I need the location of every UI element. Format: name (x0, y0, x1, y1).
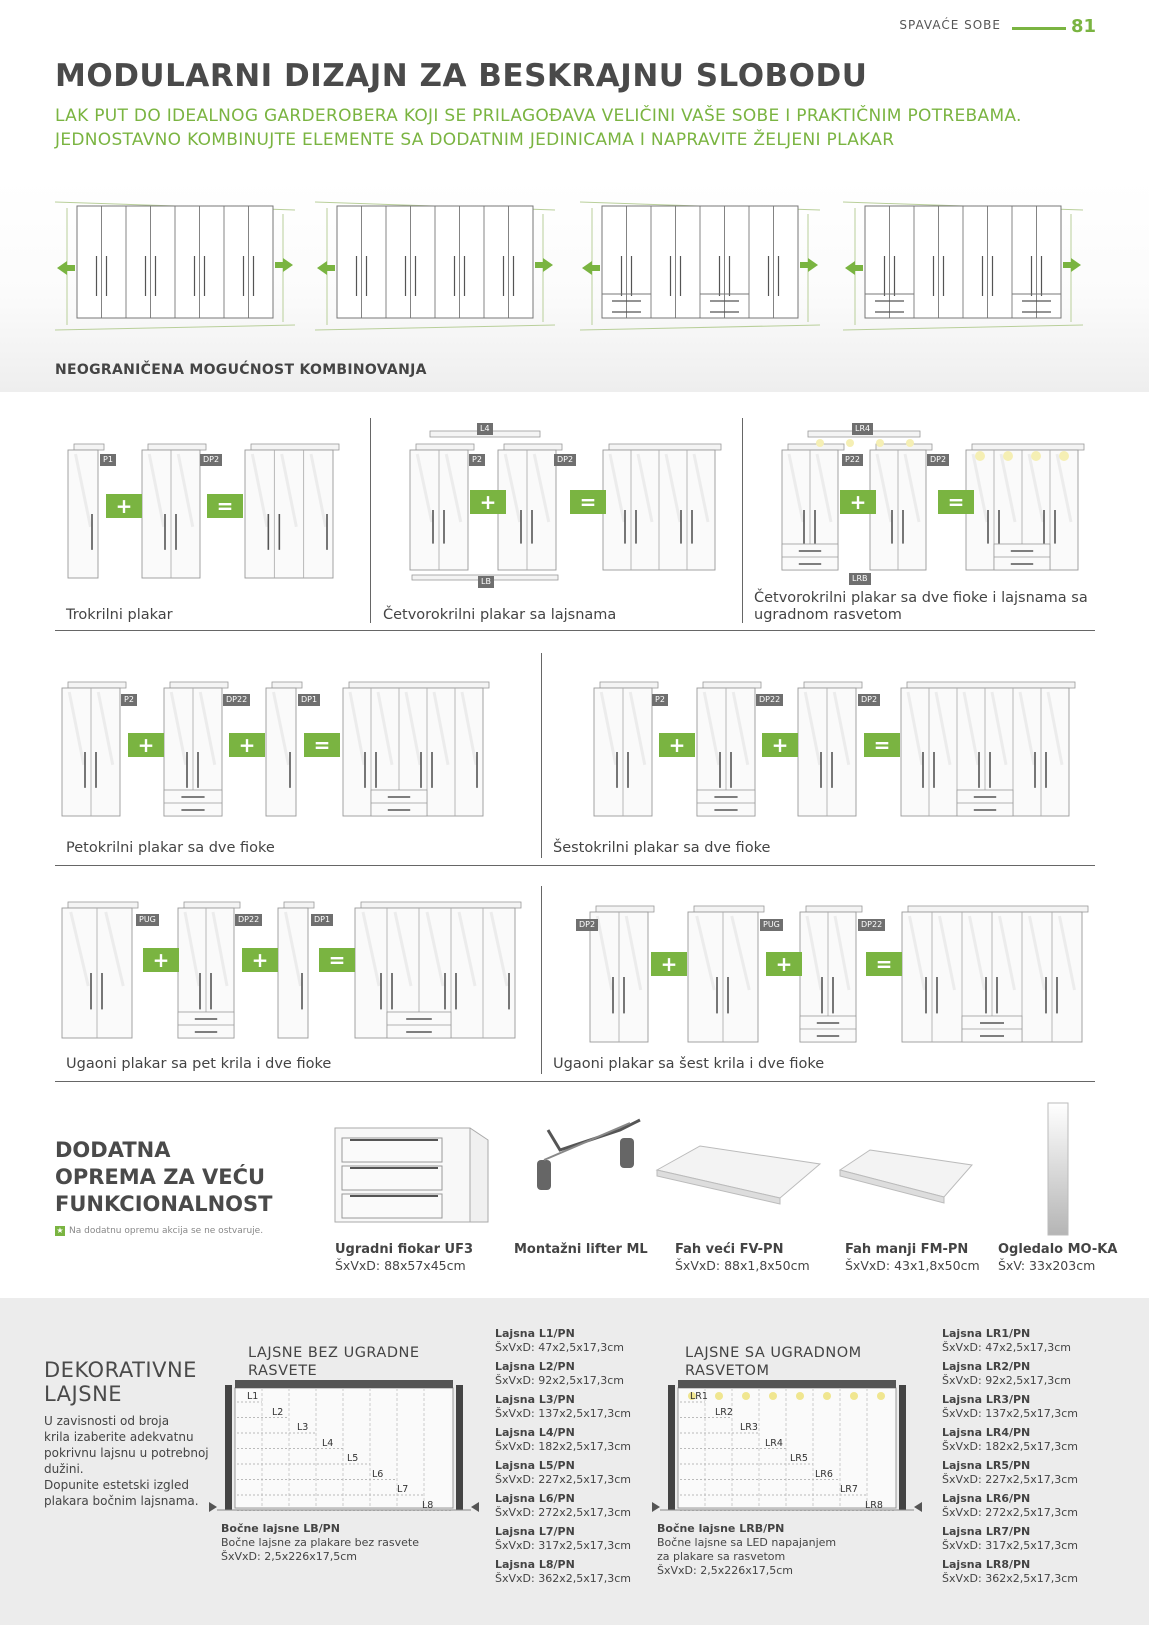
trim-spec-dims: ŠxVxD: 227x2,5x17,3cm (495, 1473, 631, 1486)
plus-icon: + (106, 494, 142, 518)
combo-label: Ugaoni plakar sa pet krila i dve fioke (66, 1056, 332, 1072)
combo-label: Trokrilni plakar (66, 607, 173, 623)
module-tag: DP2 (554, 454, 576, 466)
equals-icon: = (319, 948, 355, 972)
trim-spec-name: Lajsna LR1/PN (942, 1327, 1031, 1340)
top-trim-bar (678, 1380, 896, 1388)
product-dims: ŠxVxD: 43x1,8x50cm (845, 1258, 980, 1273)
side-trim (456, 1385, 463, 1510)
trim-spec-name: Lajsna LR7/PN (942, 1525, 1031, 1538)
section-name: SPAVAĆE SOBE (899, 18, 1001, 32)
product-name: Montažni lifter ML (514, 1242, 648, 1257)
module-tag: DP2 (927, 454, 949, 466)
trim-spec-name: Lajsna L4/PN (495, 1426, 575, 1439)
led-light (769, 1392, 777, 1400)
text-line: krila izaberite adekvatnu (44, 1430, 194, 1444)
trim-spec-dims: ŠxVxD: 92x2,5x17,3cm (942, 1374, 1071, 1387)
subtitle-line: JEDNOSTAVNO KOMBINUJTE ELEMENTE SA DODATNIM JEDINICAMA I NAPRAVITE ŽELJENI PLAKAR (55, 130, 895, 150)
module-tag: L4 (477, 423, 493, 435)
arrow-left-icon (471, 1502, 479, 1512)
trim-spec-name: Lajsna L8/PN (495, 1558, 575, 1571)
plus-icon: + (766, 952, 802, 976)
trim-spec-name: Lajsna L6/PN (495, 1492, 575, 1505)
plus-icon: + (229, 733, 265, 757)
trim-spec-dims: ŠxVxD: 362x2,5x17,3cm (942, 1572, 1078, 1585)
led-light (796, 1392, 804, 1400)
arrow-left-icon (914, 1502, 922, 1512)
equals-icon: = (938, 490, 974, 514)
extras-title-line: OPREMA ZA VEĆU (55, 1165, 266, 1189)
trim-spec-name: Lajsna LR5/PN (942, 1459, 1031, 1472)
side-trim (668, 1385, 675, 1510)
text-line: za plakare sa rasvetom (657, 1550, 786, 1563)
trim-spec-name: Lajsna LR3/PN (942, 1393, 1031, 1406)
trim-label: L3 (297, 1422, 309, 1433)
plus-icon: + (651, 952, 687, 976)
module-tag: DP1 (311, 914, 333, 926)
trim-spec-name: Lajsna LR6/PN (942, 1492, 1031, 1505)
module-tag: P1 (100, 454, 116, 466)
side-trim-text (657, 1536, 836, 1578)
trim-label: LR2 (715, 1406, 733, 1418)
module-tag: DP22 (756, 694, 783, 706)
side-trim (899, 1385, 906, 1510)
trim-spec-name: Lajsna L3/PN (495, 1393, 575, 1406)
trim-label: L2 (272, 1406, 284, 1418)
trim-spec-name: Lajsna L2/PN (495, 1360, 575, 1373)
top-trim-bar (235, 1380, 453, 1388)
trim-spec-dims: ŠxVxD: 362x2,5x17,3cm (495, 1572, 631, 1585)
module-tag: DP1 (298, 694, 320, 706)
star-icon: ★ (56, 1226, 64, 1235)
trim-label: LR7 (840, 1484, 858, 1495)
side-trim-name: Bočne lajsne LRB/PN (657, 1522, 785, 1535)
module-tag: LRB (849, 573, 871, 585)
product-dims: ŠxVxD: 88x1,8x50cm (675, 1258, 810, 1273)
led-light (715, 1392, 723, 1400)
equals-icon: = (304, 733, 340, 757)
trim-label: L8 (422, 1499, 434, 1511)
led-light (850, 1392, 858, 1400)
text-line: ŠxVxD: 2,5x226x17,5cm (221, 1550, 357, 1563)
trim-spec-name: Lajsna L7/PN (495, 1525, 575, 1538)
text-line: plakara bočnim lajsnama. (44, 1494, 199, 1508)
heading-line: RASVETOM (685, 1363, 770, 1379)
trim-spec-dims: ŠxVxD: 137x2,5x17,3cm (495, 1407, 631, 1420)
extras-title-line: FUNKCIONALNOST (55, 1192, 273, 1216)
heading-line: LAJSNE SA UGRADNOM (685, 1345, 862, 1361)
combo-label: Petokrilni plakar sa dve fioke (66, 840, 275, 856)
text-line: dužini. (44, 1462, 84, 1476)
combo-label: Četvorokrilni plakar sa lajsnama (383, 607, 617, 623)
module-tag: PUG (136, 914, 159, 926)
page-title: MODULARNI DIZAJN ZA BESKRAJNU SLOBODU (55, 58, 868, 94)
trim-label: L5 (347, 1453, 359, 1464)
module-tag: P2 (469, 454, 485, 466)
combo-label: Ugaoni plakar sa šest krila i dve fioke (553, 1056, 825, 1072)
product-dims: ŠxV: 33x203cm (998, 1258, 1096, 1273)
module-tag: P2 (121, 694, 137, 706)
trim-spec-dims: ŠxVxD: 92x2,5x17,3cm (495, 1374, 624, 1387)
module-tag: DP22 (235, 914, 262, 926)
plus-icon: + (470, 490, 506, 514)
led-light (877, 1392, 885, 1400)
led-light (823, 1392, 831, 1400)
wardrobe-outline (678, 1388, 896, 1508)
trim-spec-dims: ŠxVxD: 227x2,5x17,3cm (942, 1473, 1078, 1486)
text-line: ŠxVxD: 2,5x226x17,5cm (657, 1564, 793, 1577)
led-light (742, 1392, 750, 1400)
combo-label: Četvorokrilni plakar sa dve fioke i lajsnama sa ugradnom rasvetom (754, 590, 1088, 623)
plus-icon: + (242, 948, 278, 972)
trim-label: LR4 (765, 1437, 783, 1449)
extras-title-line: DODATNA (55, 1138, 171, 1162)
plus-icon: + (762, 733, 798, 757)
trim-spec-dims: ŠxVxD: 47x2,5x17,3cm (495, 1341, 624, 1354)
trim-spec-dims: ŠxVxD: 182x2,5x17,3cm (942, 1440, 1078, 1453)
plus-icon: + (659, 733, 695, 757)
text-line: Bočne lajsne sa LED napajanjem (657, 1536, 837, 1549)
trim-label: LR5 (790, 1453, 808, 1464)
trim-spec-name: Lajsna LR2/PN (942, 1360, 1031, 1373)
module-tag: DP2 (576, 919, 598, 931)
trim-spec-dims: ŠxVxD: 137x2,5x17,3cm (942, 1407, 1078, 1420)
side-trim-name: Bočne lajsne LB/PN (221, 1522, 340, 1535)
plus-icon: + (840, 490, 876, 514)
trim-label: LR1 (690, 1391, 708, 1402)
text-line: Bočne lajsne za plakare bez rasvete (221, 1536, 420, 1549)
trim-spec-dims: ŠxVxD: 47x2,5x17,3cm (942, 1341, 1071, 1354)
page-number: 81 (1071, 16, 1097, 37)
text-line: pokrivnu lajsnu u potrebnoj (44, 1446, 209, 1460)
module-tag: P2 (652, 694, 668, 706)
combo-label: Šestokrilni plakar sa dve fioke (553, 840, 771, 856)
trim-label: L4 (322, 1437, 334, 1449)
equals-icon: = (207, 494, 243, 518)
module-tag: LB (478, 576, 494, 588)
product-name: Ugradni fiokar UF3 (335, 1242, 473, 1257)
product-dims: ŠxVxD: 88x57x45cm (335, 1258, 466, 1273)
heading-line: RASVETE (248, 1363, 318, 1379)
module-tag: PUG (760, 919, 783, 931)
trim-spec-name: Lajsna LR8/PN (942, 1558, 1031, 1571)
hero-caption: NEOGRANIČENA MOGUĆNOST KOMBINOVANJA (55, 362, 427, 378)
product-name: Fah manji FM-PN (845, 1242, 969, 1257)
arrow-right-icon (652, 1502, 660, 1512)
product-name: Fah veći FV-PN (675, 1242, 784, 1257)
module-tag: DP2 (200, 454, 222, 466)
equals-icon: = (866, 952, 902, 976)
module-tag: DP22 (858, 919, 885, 931)
trim-label: L7 (397, 1484, 409, 1495)
plus-icon: + (143, 948, 179, 972)
equals-icon: = (570, 490, 606, 514)
extras-note: Na dodatnu opremu akcija se ne ostvaruje. (69, 1226, 264, 1236)
trim-label: L6 (372, 1468, 384, 1480)
subtitle-line: LAK PUT DO IDEALNOG GARDEROBERA KOJI SE PRILAGOĐAVA VELIČINI VAŠE SOBE I PRAKTIČNIM POTREBAMA. (55, 106, 1022, 126)
equals-icon: = (864, 733, 900, 757)
decorative-title-line: DEKORATIVNE (44, 1358, 197, 1382)
product-name: Ogledalo MO-KA (998, 1242, 1118, 1257)
plus-icon: + (128, 733, 164, 757)
trim-label: LR6 (815, 1468, 833, 1480)
trim-label: L1 (247, 1391, 259, 1402)
trim-spec-name: Lajsna LR4/PN (942, 1426, 1031, 1439)
trim-spec-name: Lajsna L5/PN (495, 1459, 575, 1472)
trim-spec-dims: ŠxVxD: 317x2,5x17,3cm (942, 1539, 1078, 1552)
side-trim-text (221, 1536, 419, 1564)
module-tag: LR4 (852, 423, 873, 435)
side-trim (225, 1385, 232, 1510)
module-tag: DP22 (223, 694, 250, 706)
module-tag: DP2 (858, 694, 880, 706)
text-line: Dopunite estetski izgled (44, 1478, 190, 1492)
wardrobe-outline (235, 1388, 453, 1508)
trim-spec-dims: ŠxVxD: 182x2,5x17,3cm (495, 1440, 631, 1453)
trim-spec-dims: ŠxVxD: 272x2,5x17,3cm (495, 1506, 631, 1519)
text-line: U zavisnosti od broja (44, 1414, 170, 1428)
trim-spec-name: Lajsna L1/PN (495, 1327, 575, 1340)
trim-spec-dims: ŠxVxD: 317x2,5x17,3cm (495, 1539, 631, 1552)
trim-spec-dims: ŠxVxD: 272x2,5x17,3cm (942, 1506, 1078, 1519)
heading-line: LAJSNE BEZ UGRADNE (248, 1345, 420, 1361)
trim-label: LR8 (865, 1499, 883, 1511)
module-tag: P22 (842, 454, 863, 466)
trim-label: LR3 (740, 1422, 758, 1433)
arrow-right-icon (209, 1502, 217, 1512)
decorative-title-line: LAJSNE (44, 1382, 123, 1406)
